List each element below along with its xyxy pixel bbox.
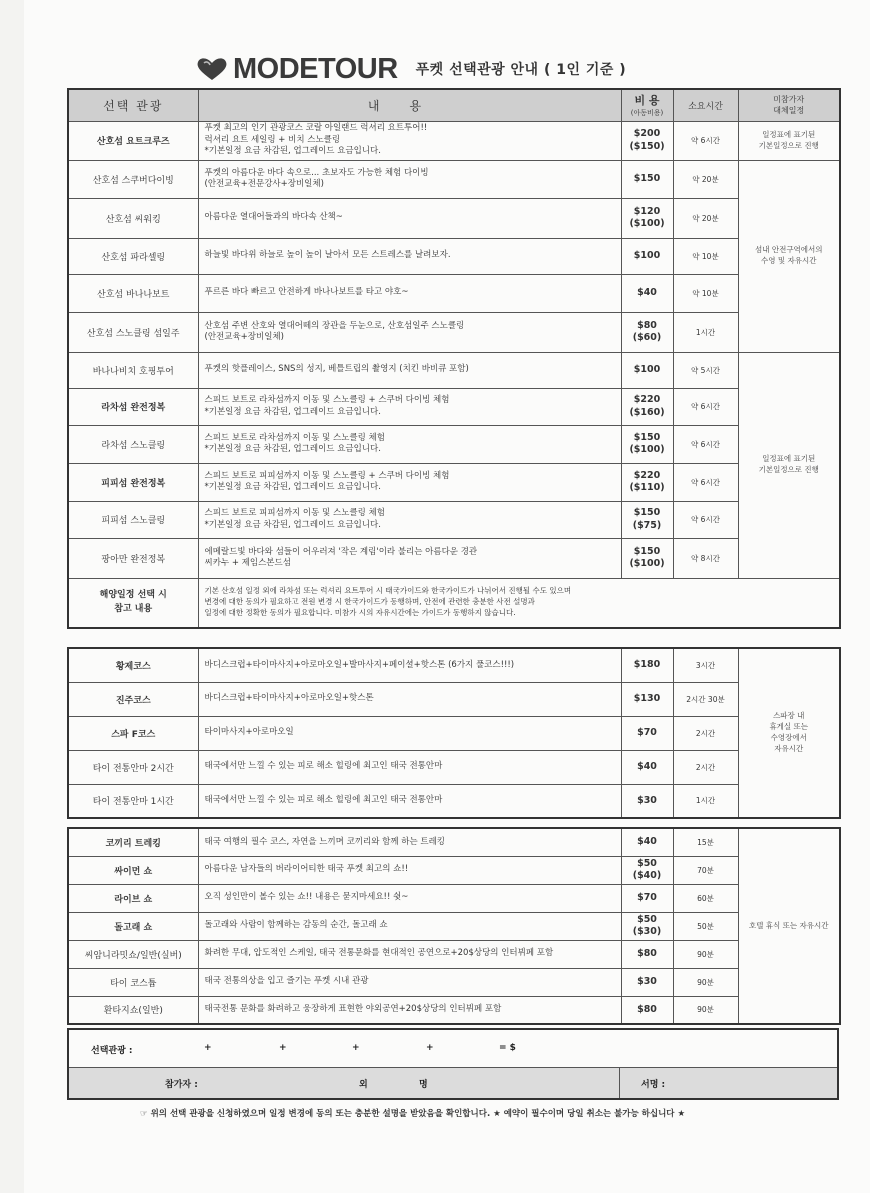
text-line: 휴게실 또는 [769, 722, 809, 732]
text-line: 푸켓의 아름다운 바다 속으로... 초보자도 가능한 체험 다이빙 [204, 167, 429, 178]
alt-schedule-island-free-time [738, 160, 840, 352]
table-row [68, 912, 840, 940]
table-row [68, 501, 840, 538]
tour-price [621, 312, 673, 352]
tour-description [198, 463, 621, 501]
table-row [68, 784, 840, 818]
tour-name: 팡아만 완전정복 [68, 538, 198, 578]
spa-description: 바디스크럽+타이마사지+아로마오일+핫스톤 [198, 682, 621, 716]
spa-duration: 2시간 30분 [673, 682, 738, 716]
tour-description [198, 198, 621, 238]
signature-label: 서명 : [641, 1080, 666, 1090]
show-duration: 90분 [673, 940, 738, 968]
plus-sign-3: + [352, 1043, 360, 1053]
tour-price [621, 463, 673, 501]
spa-name: 황제코스 [68, 648, 198, 682]
show-description: 오직 성인만이 볼수 있는 쇼!! 내용은 묻지마세요!! 쉿~ [198, 884, 621, 912]
total-amount-label: = $ [499, 1043, 516, 1053]
show-name: 씨암니라밋쇼/일반(실버) [68, 940, 198, 968]
show-description: 태국전통 문화를 화려하고 웅장하게 표현한 야외공연+20$상당의 인터뷔페 포함 [198, 996, 621, 1024]
tour-duration: 약 6시간 [673, 425, 738, 463]
heart-logo-icon [195, 57, 229, 81]
show-name: 환타지쇼(일반) [68, 996, 198, 1024]
spa-table [67, 647, 841, 819]
spa-duration: 2시간 [673, 716, 738, 750]
adult-price: $50 [637, 913, 657, 925]
show-price [621, 968, 673, 996]
spa-name: 타이 전통안마 2시간 [68, 750, 198, 784]
table-row [68, 312, 840, 352]
adult-price: $150 [633, 431, 661, 443]
child-price: ($100) [629, 218, 665, 229]
text-line: (안전교육+장비일체) [204, 332, 284, 342]
text-line: *기본일정 요금 차감된, 업그레이드 요금입니다. [204, 482, 381, 492]
tour-name: 산호섬 씨워킹 [68, 198, 198, 238]
tour-price [621, 388, 673, 425]
tour-description [198, 121, 621, 160]
show-name: 타이 코스튬 [68, 968, 198, 996]
text-line: 푸르른 바다 빠르고 안전하게 바나나보트를 타고 야호~ [204, 287, 409, 298]
table-row [68, 198, 840, 238]
tour-duration: 약 20분 [673, 198, 738, 238]
adult-price: $150 [633, 172, 661, 184]
text-line: 일정표에 표기된 [762, 454, 816, 464]
text-line: 자유시간 [774, 743, 804, 753]
tour-name: 산호섬 스노클링 섬일주 [68, 312, 198, 352]
text-line: 수영장에서 [770, 733, 807, 742]
plus-sign-1: + [204, 1043, 212, 1053]
adult-price: $40 [637, 836, 657, 848]
child-price: ($40) [632, 870, 662, 881]
show-description: 돌고래와 사람이 함께하는 감동의 순간, 돌고래 쇼 [198, 912, 621, 940]
adult-price: $80 [637, 947, 657, 959]
text-line: 스피드 보트로 피피섬까지 이동 및 스노클링 체험 [204, 508, 385, 519]
text-line: 스피드 보트로 라차섬까지 이동 및 스노클링 + 스쿠버 다이빙 체험 [204, 395, 450, 406]
spa-description: 태국에서만 느낄 수 있는 피로 해소 힐링에 최고인 태국 전통안마 [198, 750, 621, 784]
text-line: *기본일정 요금 차감된, 업그레이드 요금입니다. [204, 146, 381, 157]
text-line: 스피드 보트로 피피섬까지 이동 및 스노클링 + 스쿠버 다이빙 체험 [204, 470, 450, 481]
tour-price [621, 538, 673, 578]
show-price [621, 828, 673, 856]
selected-tours-label: 선택관광 : [91, 1046, 133, 1056]
col-duration-header: 소요시간 [673, 89, 738, 121]
text-line: 수영 및 자유시간 [761, 256, 817, 265]
marine-tours-table [67, 88, 841, 629]
brand-logo-text: MODETOUR [233, 52, 398, 85]
spa-price: $130 [621, 682, 673, 716]
tour-name: 산호섬 스쿠버다이빙 [68, 160, 198, 198]
adult-price: $200 [633, 128, 661, 140]
child-price: ($75) [632, 519, 662, 531]
show-name: 싸이먼 쇼 [68, 856, 198, 884]
show-duration: 60분 [673, 884, 738, 912]
tour-duration: 약 10분 [673, 274, 738, 312]
table-row [68, 940, 840, 968]
spa-duration: 3시간 [673, 648, 738, 682]
table-row [68, 274, 840, 312]
text-line: 산호섬 주변 산호와 열대어떼의 장관을 두눈으로, 산호섬일주 스노클링 [204, 320, 465, 331]
text-line: 푸켓의 핫플레이스, SNS의 성지, 베틀트립의 촬영지 (치킨 바비큐 포함) [204, 364, 469, 375]
text-line: (안전교육+전문강사+장비일체) [204, 179, 324, 189]
show-name: 라이브 쇼 [68, 884, 198, 912]
show-price [621, 996, 673, 1024]
alt-schedule-spa-lounge [738, 648, 840, 818]
child-price: ($160) [629, 406, 665, 418]
tour-price [621, 501, 673, 538]
tour-duration: 약 5시간 [673, 352, 738, 388]
tour-description [198, 160, 621, 198]
text-line: *기본일정 요금 차감된, 업그레이드 요금입니다. [204, 519, 381, 530]
text-line: 참고 내용 [114, 603, 153, 614]
tour-name: 라차섬 완전정복 [68, 388, 198, 425]
text-line: 기본일정으로 진행 [758, 465, 819, 474]
spa-duration: 2시간 [673, 750, 738, 784]
text-line: 럭셔리 요트 세일링 + 비치 스노클링 [204, 134, 341, 145]
adult-price: $80 [637, 319, 657, 331]
child-price: ($100) [629, 558, 665, 569]
tour-description [198, 425, 621, 463]
tour-description [198, 388, 621, 425]
adult-price: $80 [637, 1003, 657, 1015]
show-duration: 90분 [673, 968, 738, 996]
show-price [621, 912, 673, 940]
spa-description: 태국에서만 느낄 수 있는 피로 해소 힐링에 최고인 태국 전통안마 [198, 784, 621, 818]
tour-duration: 약 6시간 [673, 463, 738, 501]
footer-notice: ☞ 위의 선택 관광을 신청하였으며 일정 변경에 동의 또는 충분한 설명을 받았음을 확인합니다. ★ 예약이 필수이며 당일 취소는 불가능 하십니다 ★ [140, 1109, 686, 1119]
col-alt-header: 미참가자 대체일정 [738, 89, 840, 121]
tour-name: 피피섬 완전정복 [68, 463, 198, 501]
adult-price: $40 [637, 286, 657, 298]
tour-description [198, 238, 621, 274]
table-row [68, 828, 840, 856]
page-title: 푸켓 선택관광 안내 ( 1인 기준 ) [415, 62, 627, 78]
show-duration: 50분 [673, 912, 738, 940]
table-row [68, 968, 840, 996]
child-price: ($150) [629, 140, 665, 152]
tour-duration: 약 6시간 [673, 501, 738, 538]
alt-schedule-basic [738, 121, 840, 160]
tour-price [621, 160, 673, 198]
spa-name: 스파 F코스 [68, 716, 198, 750]
show-price [621, 940, 673, 968]
adult-price: $100 [633, 249, 661, 261]
text-line: 에메랄드빛 바다와 섬들이 어우러져 '작은 계림'이라 불리는 아름다운 경관 [204, 546, 478, 557]
tour-name: 라차섬 스노클링 [68, 425, 198, 463]
spa-price: $30 [621, 784, 673, 818]
table-row [68, 425, 840, 463]
selected-tours-row [69, 1030, 837, 1068]
spa-name: 타이 전통안마 1시간 [68, 784, 198, 818]
tour-duration: 약 8시간 [673, 538, 738, 578]
show-price [621, 856, 673, 884]
col-tour-header: 선택 관광 [68, 89, 198, 121]
table-row [68, 716, 840, 750]
show-duration: 15분 [673, 828, 738, 856]
text-line: 기본 산호섬 일정 외에 라차섬 또는 럭셔리 요트투어 시 태국가이드와 한국가이드가 나뉘어서 진행될 수도 있으며 [204, 586, 572, 596]
table-row [68, 538, 840, 578]
text-line: *기본일정 요금 차감된, 업그레이드 요금입니다. [204, 444, 381, 454]
show-duration: 90분 [673, 996, 738, 1024]
tour-name: 피피섬 스노클링 [68, 501, 198, 538]
tour-description [198, 501, 621, 538]
table-row [68, 648, 840, 682]
child-price: ($30) [632, 926, 662, 937]
table-row [68, 352, 840, 388]
reference-heading [68, 578, 198, 628]
col-content-header: 내용 [198, 89, 621, 121]
col-price-header: 비 용 (아동비용) [621, 89, 673, 121]
shows-table [67, 827, 841, 1025]
tour-duration: 약 6시간 [673, 121, 738, 160]
table-row [68, 388, 840, 425]
tour-description [198, 274, 621, 312]
table-row [68, 856, 840, 884]
adult-price: $70 [637, 891, 657, 903]
tour-price [621, 198, 673, 238]
table-row [68, 463, 840, 501]
adult-price: $220 [633, 469, 661, 481]
text-line: 기본일정으로 진행 [758, 140, 819, 150]
spa-price: $70 [621, 716, 673, 750]
tour-name: 바나나비치 호핑투어 [68, 352, 198, 388]
table-row [68, 238, 840, 274]
adult-price: $30 [637, 975, 657, 987]
tour-price [621, 425, 673, 463]
tour-price [621, 352, 673, 388]
text-line: 해양일정 선택 시 [99, 590, 167, 601]
child-price: ($60) [632, 332, 662, 343]
show-name: 돌고래 쇼 [68, 912, 198, 940]
show-description: 아름다운 남자들의 버라이어티한 태국 푸켓 최고의 쇼!! [198, 856, 621, 884]
text-line: 변경에 대한 동의가 필요하고 전원 변경 시 한국가이드가 동행하며, 안전에 관련한 충분한 사전 설명과 [204, 597, 535, 607]
adult-price: $50 [637, 857, 657, 869]
show-description: 화려한 무대, 압도적인 스케일, 태국 전통문화를 현대적인 공연으로+20$상당의 인터뷔페 포함 [198, 940, 621, 968]
text-line: 하늘빛 바다위 하늘로 높이 높이 날아서 모든 스트레스를 날려보자. [204, 250, 451, 261]
show-price [621, 884, 673, 912]
spa-price: $180 [621, 648, 673, 682]
signature-divider [619, 1068, 620, 1098]
child-price: ($100) [629, 444, 665, 455]
text-line: *기본일정 요금 차감된, 업그레이드 요금입니다. [204, 406, 381, 417]
document-header [195, 52, 626, 86]
alt-schedule-hotel-rest: 호텔 휴식 또는 자유시간 [738, 828, 840, 1024]
text-line: 일정표에 표기된 [762, 129, 816, 139]
show-description: 태국 전통의상을 입고 즐기는 푸켓 시내 관광 [198, 968, 621, 996]
tour-description [198, 538, 621, 578]
adult-price: $150 [633, 545, 661, 557]
tour-duration: 약 20분 [673, 160, 738, 198]
tour-name: 산호섬 파라셀링 [68, 238, 198, 274]
text-line: 일정에 대한 정확한 동의가 필요합니다. 미참가 시의 자유시간에는 가이드가 동행하지 않습니다. [204, 608, 516, 618]
signature-box [67, 1028, 839, 1100]
table-row [68, 884, 840, 912]
tour-name: 산호섬 요트크루즈 [68, 121, 198, 160]
spa-description: 바디스크럽+타이마사지+아로마오일+발마사지+페이셜+핫스톤 (6가지 풀코스!!!) [198, 648, 621, 682]
spa-name: 진주코스 [68, 682, 198, 716]
tour-description [198, 352, 621, 388]
table-row [68, 160, 840, 198]
tour-duration: 1시간 [673, 312, 738, 352]
tour-price [621, 274, 673, 312]
text-line: 푸켓 최고의 인기 관광코스 코랄 아일랜드 럭셔리 요트투어!! [204, 123, 428, 134]
child-price: ($110) [629, 482, 665, 493]
text-line: 스파장 내 [773, 711, 805, 721]
others-label: 외 [359, 1080, 368, 1090]
alt-schedule-basic-2 [738, 352, 840, 578]
show-description: 태국 여행의 필수 코스, 자연을 느끼며 코끼리와 함께 하는 트레킹 [198, 828, 621, 856]
spa-duration: 1시간 [673, 784, 738, 818]
text-line: 섬내 안전구역에서의 [754, 245, 823, 255]
plus-sign-4: + [426, 1043, 434, 1053]
tour-name: 산호섬 바나나보트 [68, 274, 198, 312]
spa-description: 타이마사지+아로마오일 [198, 716, 621, 750]
participant-label: 참가자 : [165, 1080, 198, 1090]
spa-price: $40 [621, 750, 673, 784]
reference-row [68, 578, 840, 628]
participant-row [69, 1068, 837, 1098]
plus-sign-2: + [279, 1043, 287, 1053]
adult-price: $120 [633, 205, 661, 217]
tour-price [621, 121, 673, 160]
show-name: 코끼리 트레킹 [68, 828, 198, 856]
tour-duration: 약 6시간 [673, 388, 738, 425]
tour-description [198, 312, 621, 352]
text-line: 스피드 보트로 라차섬까지 이동 및 스노클링 체험 [204, 432, 385, 443]
adult-price: $220 [633, 394, 661, 406]
tour-price [621, 238, 673, 274]
adult-price: $150 [633, 507, 661, 519]
show-duration: 70분 [673, 856, 738, 884]
table-row [68, 121, 840, 160]
table-row [68, 682, 840, 716]
persons-label: 명 [419, 1080, 428, 1090]
text-line: 씨카누 + 제임스본드섬 [204, 558, 291, 568]
reference-description [198, 578, 840, 628]
table-row [68, 996, 840, 1024]
adult-price: $100 [633, 363, 661, 375]
tour-duration: 약 10분 [673, 238, 738, 274]
table-row [68, 750, 840, 784]
text-line: 아름다운 열대어들과의 바다속 산책~ [204, 212, 343, 223]
